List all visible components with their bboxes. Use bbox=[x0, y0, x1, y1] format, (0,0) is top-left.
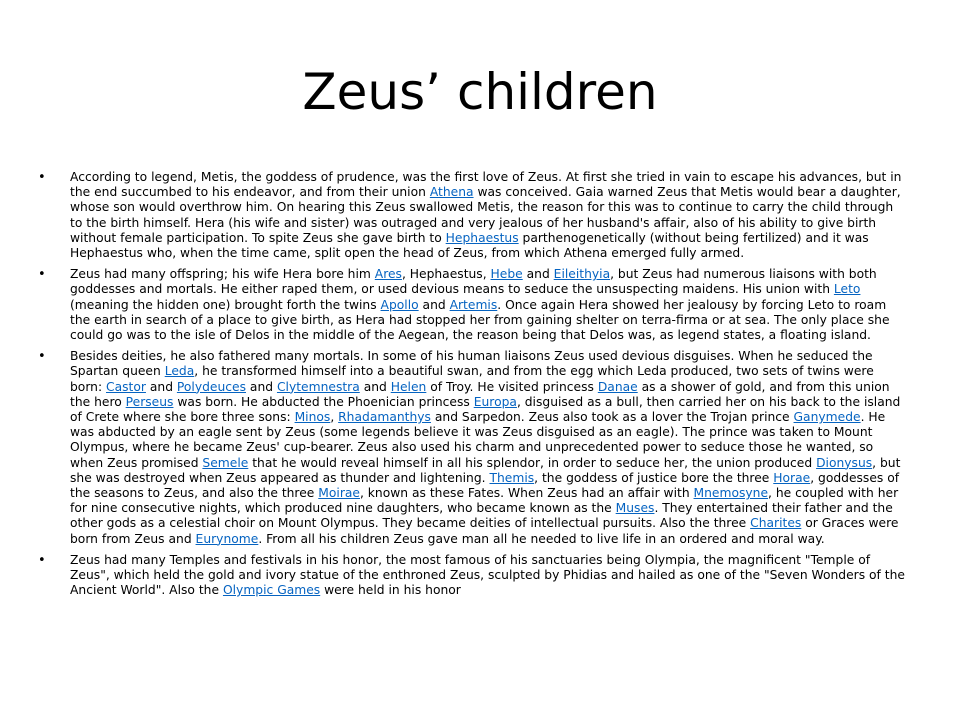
paragraph-text: as a shower of gold, and from this union the hero bbox=[70, 379, 890, 409]
paragraph-text: , but Zeus had numerous liaisons with both goddesses and mortals. He either raped them, or used devious means to seduce the unsuspecting maidens. His union with bbox=[70, 267, 877, 297]
link-ares[interactable]: Ares bbox=[374, 267, 402, 282]
paragraph-text: that he would reveal himself in all his splendor, in order to seduce her, the union produced bbox=[248, 455, 817, 470]
paragraph-text: , disguised as a bull, then carried her on his back to the island of Crete where she bore three sons: bbox=[70, 394, 901, 425]
link-clytemnestra[interactable]: Clytemnestra bbox=[276, 379, 360, 394]
paragraph-text: , bbox=[330, 410, 339, 425]
link-leto[interactable]: Leto bbox=[833, 282, 861, 297]
paragraph-text: or Graces were born from Zeus and bbox=[70, 516, 899, 546]
paragraph-text: Zeus had many offspring; his wife Hera bore him bbox=[70, 267, 375, 282]
link-themis[interactable]: Themis bbox=[489, 470, 535, 485]
link-polydeuces[interactable]: Polydeuces bbox=[176, 379, 246, 394]
paragraph-text: . He was abducted by an eagle sent by Zeus (some legends believe it was Zeus disguised as an eagle). The prince was taken to Mount Olympus, where he became Zeus' cup-bearer. Zeus also used his charm and unprecedented power to seduce those he wanted, so when Zeus promised bbox=[70, 410, 886, 470]
paragraph-text: and bbox=[246, 379, 277, 394]
link-mnemosyne[interactable]: Mnemosyne bbox=[693, 486, 769, 501]
paragraph-text: , the goddess of justice bore the three bbox=[534, 470, 774, 485]
paragraph-text: parthenogenetically (without being fertilized) and it was Hephaestus who, when the time came, split open the head of Zeus, from which Athena emerged fully armed. bbox=[70, 230, 869, 261]
link-minos[interactable]: Minos bbox=[294, 410, 331, 425]
link-hephaestus[interactable]: Hephaestus bbox=[445, 230, 519, 245]
link-semele[interactable]: Semele bbox=[202, 455, 249, 470]
paragraph-text: and Sarpedon. Zeus also took as a lover the Trojan prince bbox=[430, 410, 794, 425]
paragraph-text: , Hephaestus, bbox=[401, 267, 491, 282]
bullet-paragraph bbox=[38, 349, 908, 547]
paragraph-text: Besides deities, he also fathered many mortals. In some of his human liaisons Zeus used devious disguises. When he seduced the Spartan queen bbox=[70, 349, 873, 379]
link-hebe[interactable]: Hebe bbox=[490, 267, 523, 282]
link-artemis[interactable]: Artemis bbox=[449, 297, 498, 312]
link-ganymede[interactable]: Ganymede bbox=[793, 410, 861, 425]
link-moirae[interactable]: Moirae bbox=[318, 486, 360, 501]
paragraph-text: . Once again Hera showed her jealousy by forcing Leto to roam the earth in search of a place to give birth, as Hera had stopped her from gaining shelter on terra-firma or at sea. The only place she could go was to the isle of Delos in the middle of the Aegean, the reason being that Delos was, as legend states, a floating island. bbox=[70, 297, 890, 343]
link-perseus[interactable]: Perseus bbox=[125, 394, 174, 409]
link-helen[interactable]: Helen bbox=[390, 379, 427, 394]
paragraph-text: . They entertained their father and the other gods as a celestial choir on Mount Olympus. They became deities of intellectual pursuits. Also the three bbox=[70, 501, 893, 531]
paragraph-text: were held in his honor bbox=[320, 583, 461, 598]
paragraph-text: and bbox=[359, 379, 391, 394]
paragraph-text: and bbox=[522, 267, 554, 282]
link-eileithyia[interactable]: Eileithyia bbox=[553, 267, 611, 282]
slide-title: Zeus’ children bbox=[302, 63, 658, 121]
paragraph-text: was born. He abducted the Phoenician princess bbox=[173, 394, 474, 409]
paragraph-text: , he transformed himself into a beautiful swan, and from the egg which Leda produced, two sets of twins were born: bbox=[70, 364, 874, 394]
link-leda[interactable]: Leda bbox=[164, 364, 195, 379]
link-eurynome[interactable]: Eurynome bbox=[195, 531, 259, 546]
link-muses[interactable]: Muses bbox=[615, 501, 655, 516]
paragraph-text: , he coupled with her for nine consecutive nights, which produced nine daughters, who became known as the bbox=[70, 486, 899, 516]
bullet-dot: • bbox=[38, 552, 46, 568]
paragraph-text: of Troy. He visited princess bbox=[426, 379, 598, 394]
bullet-list bbox=[38, 170, 908, 604]
paragraph-text: (meaning the hidden one) brought forth the twins bbox=[70, 297, 381, 312]
bullet-paragraph bbox=[38, 170, 908, 261]
link-castor[interactable]: Castor bbox=[106, 379, 146, 394]
link-athena[interactable]: Athena bbox=[429, 185, 474, 200]
bullet-dot: • bbox=[38, 267, 46, 283]
paragraph-text: . From all his children Zeus gave man all he needed to live life in an ordered and moral way. bbox=[258, 531, 825, 546]
bullet-paragraph bbox=[38, 553, 908, 599]
link-rhadamanthys[interactable]: Rhadamanthys bbox=[338, 410, 431, 425]
link-olympic-games[interactable]: Olympic Games bbox=[222, 583, 321, 598]
bullet-dot: • bbox=[38, 349, 46, 365]
paragraph-text: , goddesses of the seasons to Zeus, and also the three bbox=[70, 470, 900, 501]
link-apollo[interactable]: Apollo bbox=[380, 297, 419, 312]
paragraph-text: was conceived. Gaia warned Zeus that Metis would bear a daughter, whose son would overthrow him. On hearing this Zeus swallowed Metis, the reason for this was to continue to carry the child through to the birth himself. Hera (his wife and sister) was outraged and very jealous of her husband's affair, also of his ability to give birth without female participation. To spite Zeus she gave birth to bbox=[70, 185, 901, 245]
paragraph-text: , but she was destroyed when Zeus appeared as thunder and lightening. bbox=[70, 455, 901, 485]
bullet-dot: • bbox=[38, 170, 46, 185]
paragraph-text: Zeus had many Temples and festivals in his honor, the most famous of his sanctuaries being Olympia, the magnificent "Temple of Zeus", which held the gold and ivory statue of the enthroned Zeus, sculpted by Phidias and hailed as one of the "Seven Wonders of the Ancient World". Also the bbox=[70, 552, 905, 598]
paragraph-text: and bbox=[145, 379, 177, 394]
paragraph-text: and bbox=[418, 297, 450, 312]
link-horae[interactable]: Horae bbox=[773, 470, 811, 485]
paragraph-text: According to legend, Metis, the goddess of prudence, was the first love of Zeus. At first she tried in vain to escape his advances, but in the end succumbed to his endeavor, and from their union bbox=[70, 170, 902, 200]
link-charites[interactable]: Charites bbox=[750, 516, 802, 531]
link-danae[interactable]: Danae bbox=[597, 379, 638, 394]
link-europa[interactable]: Europa bbox=[473, 394, 517, 409]
link-dionysus[interactable]: Dionysus bbox=[816, 455, 873, 470]
paragraph-text: , known as these Fates. When Zeus had an affair with bbox=[359, 486, 694, 501]
bullet-paragraph bbox=[38, 267, 908, 343]
